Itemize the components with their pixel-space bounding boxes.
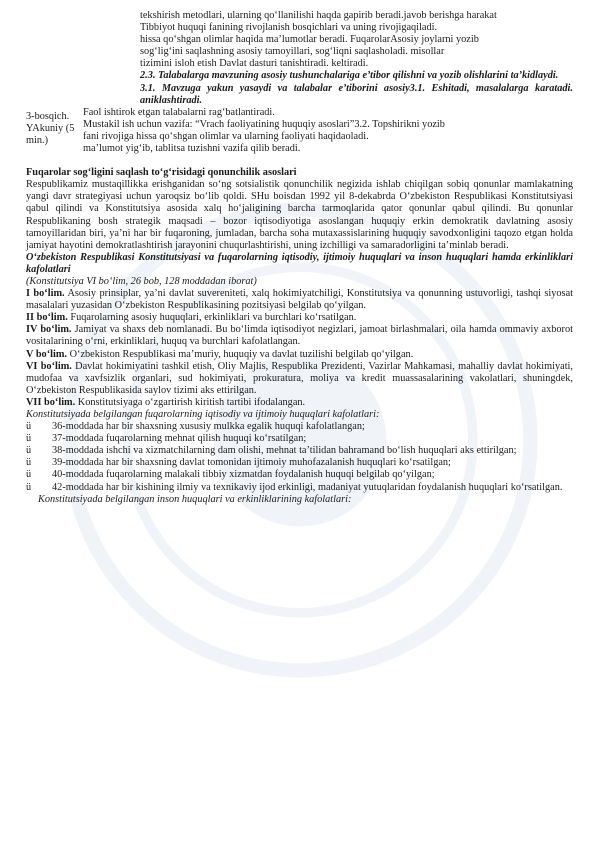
stage-line: fani rivojiga hissa qo‘shgan olimlar va ularning faoliyati haqidaoladi. xyxy=(83,130,369,142)
economic-rights-title: Konstitutsiyada belgilangan fuqarolarning iqtisodiy va ijtimoiy huquqlari kafolatlari: xyxy=(26,409,380,420)
article-item: ü 40-moddada fuqarolarning malakali tibbiy xizmatdan foydalanish huquqi belgilab qo‘yilgan; xyxy=(26,469,435,481)
check-bullet-icon: ü xyxy=(26,421,32,433)
part-paragraph: II bo‘lim. Fuqarolarning asosiy huquqlari, erkinliklari va burchlari ko‘rsatilgan. xyxy=(26,312,357,324)
article-item: ü 42-moddada har bir kishining ilmiy va texnikaviy ijod erkinligi, madaniyat yutuqlaridan foydalanish huquqlari ko‘rsatilgan. xyxy=(26,481,563,493)
human-rights-title: Konstitutsiyada belgilangan inson huquqlari va erkinliklarining kafolatlari: xyxy=(38,493,352,505)
intro-paragraph: Respublikamiz mustaqillikka erishganidan so‘ng sotsialistik qonunchilik negizida ishlab chiqilgan sobiq qonunlar mamlakatning yangi davr strategiyasi uchun yaroqsiz bo‘lib qoldi. SHu boisdan 1992 yil 8-dekabrda O‘zbekiston Respublikasi Konstitutsiyasi qabul qilindi va Konstitutsiya asosida xalq ho‘jaligining barcha tarmoqlarida qator qonunlar qabul qilindi. Bu qonunlar Respublikaning bosh strategik maqsadi – bozor iqtisodiyotiga asoslangan huquqiy erkin demokratik davlatning asosiy tamoyillaridan biri, ya’ni har bir fuqaroning, jumladan, barcha soha mutaxassislarining huquqiy savodxonligini taqozo etgan holda jamiyat hayotini demokratlashtirish jarayonini chuqurlashtirishi, uning izchilligi va samaradorligini ta’minlab beradi. xyxy=(26,179,573,251)
section-title: Fuqarolar sog‘ligini saqlash to‘g‘risidagi qonunchilik asoslari xyxy=(26,167,297,179)
stage-line: Mustakil ish uchun vazifa: “Vrach faoliyatining huquqiy asoslari”3.2. Topshirikni yozib xyxy=(83,118,445,130)
stage-line: ma’lumot yig‘ib, tablitsa tuzishni vazifa qilib beradi. xyxy=(83,143,301,155)
check-bullet-icon: ü xyxy=(26,481,32,493)
text-line: Tibbiyot huquqi fanining rivojlanish bosqichlari va uning rivojigaqiladi. xyxy=(140,22,438,34)
article-item: ü 38-moddada ishchi va xizmatchilarning dam olishi, mehnat ta’tilidan bahramand bo‘lish huquqlari aks ettirilgan; xyxy=(26,445,517,457)
article-item: ü 37-moddada fuqarolarning mehnat qilish huquqi ko‘rsatilgan; xyxy=(26,433,307,445)
part-paragraph: V bo‘lim. O‘zbekiston Respublikasi ma’muriy, huquqiy va davlat tuzilishi belgilab qo‘yilgan. xyxy=(26,348,414,360)
part-paragraph: IV bo‘lim. Jamiyat va shaxs deb nomlanadi. Bu bo‘limda iqtisodiyot negizlari, jamoat birlashmalari, oila hamda ommaviy axborot vositalarining o‘rni, erkinliklari, huquq va burchlari kafolatlangan. xyxy=(26,324,573,348)
legislation-section xyxy=(26,167,573,506)
text-line: tizimini isloh etish Davlat dasturi tanishtiradi. keltiradi. xyxy=(140,58,369,70)
check-bullet-icon: ü xyxy=(26,457,32,469)
lesson-plan-stage-3 xyxy=(26,107,573,155)
article-item: ü 39-moddada har bir shaxsning davlat tomonidan ijtimoiy muhofazalanish huquqlari ko‘rsatilgan; xyxy=(26,457,451,469)
text-line: tekshirish metodlari, ularning qo‘llanilishi haqda gapirib beradi.javob berishga harakat xyxy=(140,10,497,21)
lesson-plan-top xyxy=(83,10,573,107)
item-2-3: 2.3. Talabalarga mavzuning asosiy tushunchalariga e’tibor qilishni va yozib olishlarini ta’kidlaydi. xyxy=(140,70,559,82)
check-bullet-icon: ü xyxy=(26,445,32,457)
part-paragraph: I bo‘lim. Asosiy prinsiplar, ya’ni davlat suvereniteti, xalq hokimiyatchiligi, Konstitutsiya va qonunning ustuvorligi, tashqi siyosat masalalari yuzasidan O‘zbekiston Respublikasining pozitsiyasi belgilab qo‘yilgan. xyxy=(26,288,573,312)
check-bullet-icon: ü xyxy=(26,469,32,481)
document-page xyxy=(26,10,573,506)
stage-label: 3-bosqich. YAkuniy (5 min.) xyxy=(26,110,75,146)
constitution-title: O‘zbekiston Respublikasi Konstitutsiyasi va fuqarolarning iqtisodiy, ijtimoiy huquqlari va inson huquqlari hamda erkinliklari kafolatlari xyxy=(26,251,573,275)
item-3-1: 3.1. Mavzuga yakun yasaydi va talabalar e’tiborini asosiy3.1. Eshitadi, masalalarga karatadi. aniklashtiradi. xyxy=(140,82,573,106)
stage-line: Faol ishtirok etgan talabalarni rag‘batlantiradi. xyxy=(83,106,275,118)
constitution-subtitle: (Konstitutsiya VI bo‘lim, 26 bob, 128 moddadan iborat) xyxy=(26,275,257,287)
article-item: ü 36-moddada har bir shaxsning xususiy mulkka egalik huquqi kafolatlangan; xyxy=(26,421,365,433)
part-paragraph: VII bo‘lim. Konstitutsiyaga o‘zgartirish kiritish tartibi ifodalangan. xyxy=(26,396,306,408)
part-paragraph: VI bo‘lim. Davlat hokimiyatini tashkil etish, Oliy Majlis, Respublika Prezidenti, Vazirlar Mahkamasi, mahalliy davlat hokimiyati, mudofaa va xavfsizlik organlari, sud hokimiyati, prokuratura, moliya va kredit muassasalarining vakolatlari, shuningdek, O‘zbekiston Respublikasida saylov tizimi aks ettirilgan. xyxy=(26,360,573,396)
text-line: sog‘lig‘ini saqlashning asosiy tamoyillari, sog‘liqni saqlasholadi. misollar xyxy=(140,46,445,58)
check-bullet-icon: ü xyxy=(26,433,32,445)
text-line: hissa qo‘shgan olimlar haqida ma’lumotlar beradi. FuqarolarAsosiy joylarni yozib xyxy=(140,34,479,46)
